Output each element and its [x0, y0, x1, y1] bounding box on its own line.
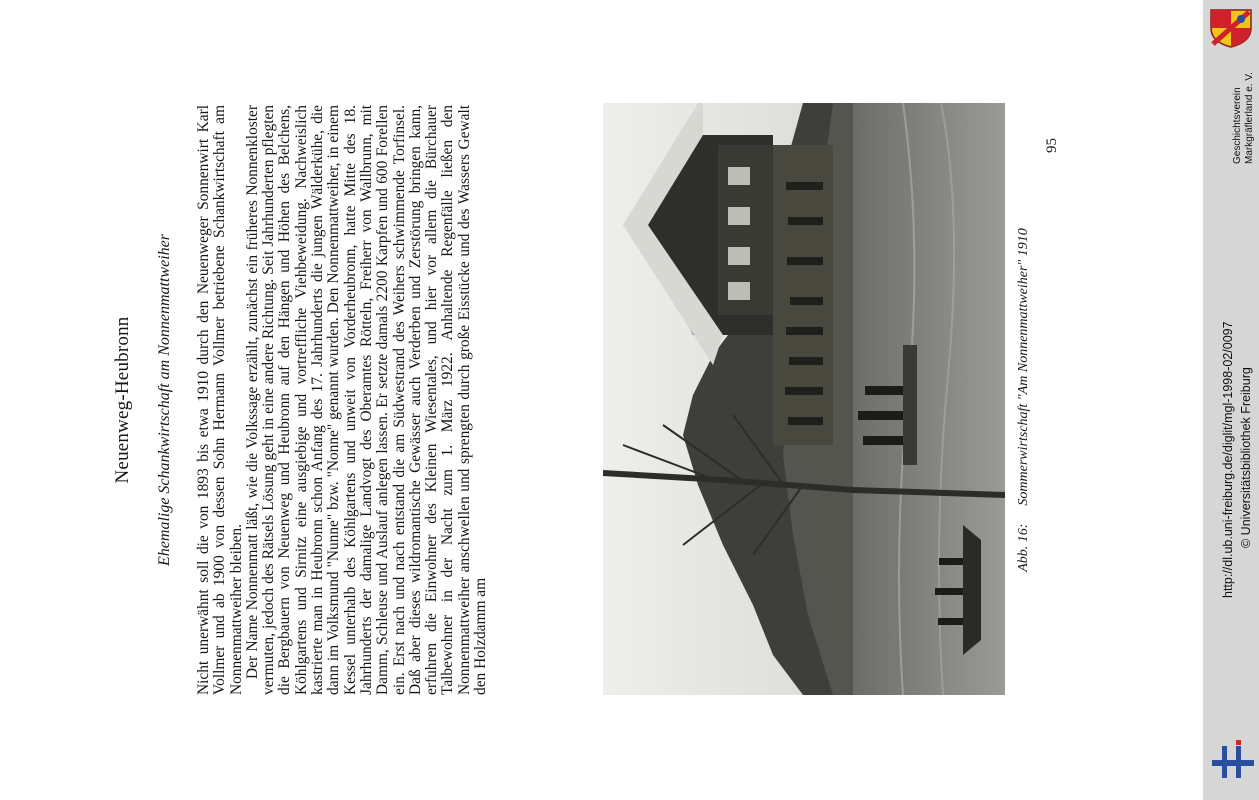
body-text [196, 105, 489, 695]
copyright-notice: © Universitätsbibliothek Freiburg [1239, 367, 1253, 548]
page-number: 95 [1044, 138, 1060, 153]
society-name-line1: Geschichtsverein [1232, 87, 1243, 164]
paragraph: Der Name Nonnenmatt läßt, wie die Volkssage erzählt, zunächst ein früheres Nonnenkloster vermuten, jedoch des Rätsels Lösung geht in eine andere Richtung. Seit Jahrhunderten pflegten die Bergbauern von Neuenweg und Heubronn auf den Hängen und Höhen des Belchens, Köhlgartens und Sirnitz eine ausgiebige und vortreffliche Viehbeweidung. Nachweislich kastrierte man in Heubronn schon Anfang des 17. Jahrhunderts die jungen Wälderkühe, die dann im Volksmund "Nunne" bzw. "Nonne" genannt wurden. Den Nonnenmattweiher, in einem Kessel unterhalb des Köhlgartens und unweit von Vorderheubronn, hatte Mitte des 18. Jahrhunderts der damalige Landvogt des Oberamtes Rötteln, Freiherr von Wallbrunn, mit Damm, Schleuse und Auslauf anlegen lassen. Er setzte damals 2200 Karpfen und 600 Forellen ein. Erst nach und nach entstand die am Südwestrand des Weihers schwimmende Torfinsel. Daß aber dieses wildromantische Gewässer auch Verderben und Zerstörung bringen kann, erfuhren die Einwohner des Kleinen Wiesentales, und hier vor allem die Bürchauer Talbewohner in der Nacht zum 1. März 1922. Anhaltende Regenfälle ließen den Nonnenmattweiher anschwellen und sprengten durch große Eisstücke und des Wassers Gewalt den Holzdamm am [243, 105, 490, 695]
page-subtitle: Ehemalige Schankwirtschaft am Nonnenmattweiher [156, 234, 173, 566]
source-url-link[interactable]: http://dl.ub.uni-freiburg.de/diglit/mgl-1998-02/0097 [1221, 321, 1235, 598]
page-title: Neuenweg-Heubronn [112, 316, 133, 484]
photo-illustration [603, 103, 1005, 695]
society-name-line2: Markgräflerland e. V. [1244, 72, 1255, 164]
historic-photo [603, 103, 1005, 695]
society-crest-icon [1209, 8, 1253, 53]
paragraph: Nicht unerwähnt soll die von 1893 bis etwa 1910 durch den Neuenweger Sonnenwirt Karl Vollmer und ab 1900 von dessen Sohn Hermann Vollmer betriebene Schankwirtschaft am Nonnenmattweiher bleiben. [195, 105, 245, 695]
caption-label: Abb. 16: [1016, 523, 1031, 572]
university-library-logo-icon [1212, 740, 1254, 787]
photo-caption [1016, 0, 1032, 800]
caption-text: Sommerwirtschaft "Am Nonnenmattweiher" 1910 [1016, 228, 1031, 506]
